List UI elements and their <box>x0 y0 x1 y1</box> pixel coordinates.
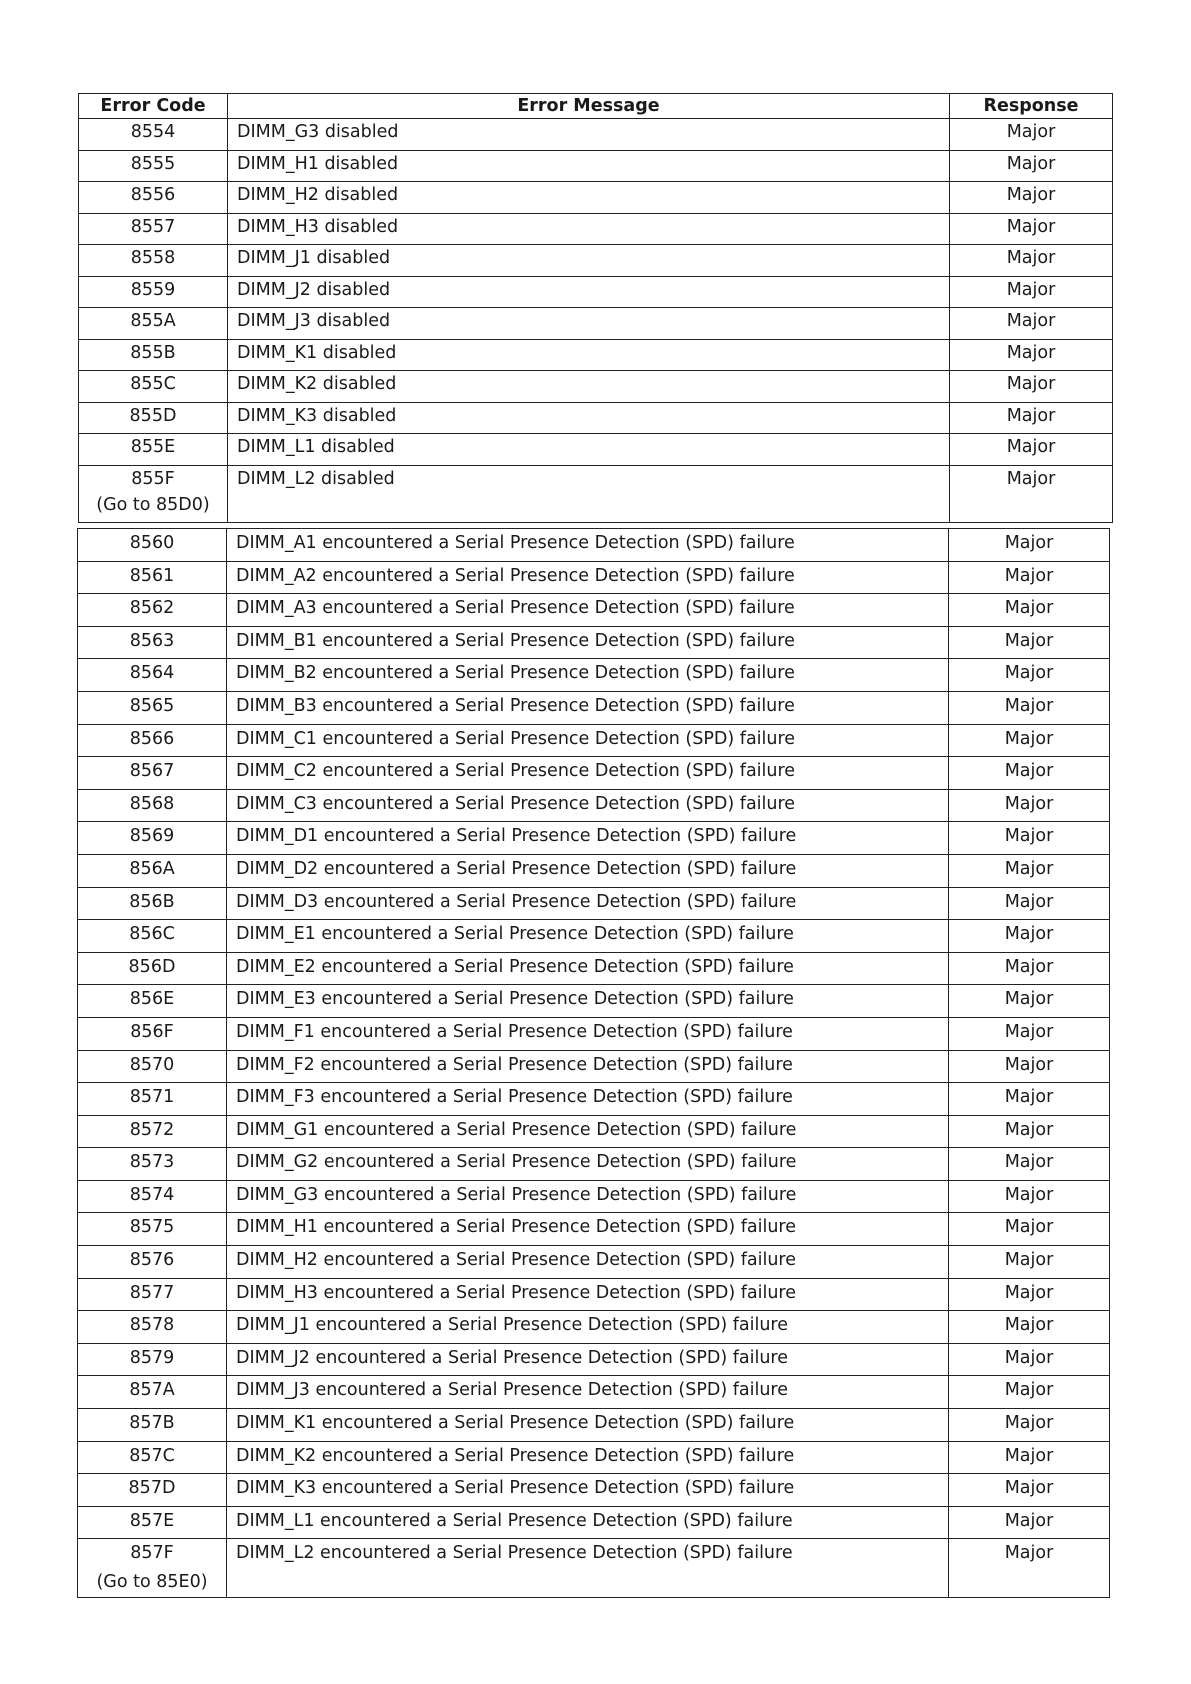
error-code: 856B <box>129 891 175 912</box>
error-code: 855E <box>130 437 176 457</box>
error-code-cell <box>79 339 228 371</box>
response: Major <box>949 887 1110 920</box>
table-row <box>78 1083 1110 1116</box>
error-message: DIMM_E2 encountered a Serial Presence Detection (SPD) failure <box>227 952 949 985</box>
error-message: DIMM_H3 disabled <box>228 213 950 245</box>
response: Major <box>949 757 1110 790</box>
error-code-cell <box>78 985 227 1018</box>
error-code: 857C <box>129 1445 175 1466</box>
error-message: DIMM_H1 encountered a Serial Presence Detection (SPD) failure <box>227 1213 949 1246</box>
table-row <box>79 371 1113 403</box>
table-row <box>78 1343 1110 1376</box>
error-code: 8556 <box>130 185 176 205</box>
error-code-cell <box>78 1246 227 1279</box>
error-code: 857E <box>129 1510 175 1531</box>
error-code: 857D <box>128 1478 176 1499</box>
error-message: DIMM_D1 encountered a Serial Presence Detection (SPD) failure <box>227 822 949 855</box>
table-row <box>79 308 1113 340</box>
error-code-cell <box>79 434 228 466</box>
response: Major <box>950 371 1113 403</box>
response: Major <box>950 150 1113 182</box>
error-code-cell <box>78 757 227 790</box>
table-row <box>78 529 1110 562</box>
table-row <box>78 1409 1110 1442</box>
error-code: 8570 <box>129 1054 175 1075</box>
error-code-cell <box>78 724 227 757</box>
response: Major <box>949 985 1110 1018</box>
table-row <box>78 1180 1110 1213</box>
table-row <box>78 594 1110 627</box>
error-code-cell <box>79 402 228 434</box>
error-code: 855F <box>131 468 175 489</box>
error-code-cell <box>78 1376 227 1409</box>
table-row <box>79 465 1113 522</box>
error-message: DIMM_L2 encountered a Serial Presence Detection (SPD) failure <box>227 1539 949 1598</box>
error-code: 8574 <box>129 1184 175 1205</box>
error-message: DIMM_C1 encountered a Serial Presence Detection (SPD) failure <box>227 724 949 757</box>
error-code-cell <box>78 1083 227 1116</box>
response: Major <box>949 1246 1110 1279</box>
error-code-cell <box>78 887 227 920</box>
error-code: 8565 <box>129 695 175 716</box>
error-code-cell <box>78 1050 227 1083</box>
error-code: 855B <box>130 342 176 363</box>
error-message: DIMM_L2 disabled <box>228 465 950 522</box>
error-message: DIMM_J3 disabled <box>228 308 950 340</box>
error-message: DIMM_J2 disabled <box>228 276 950 308</box>
response: Major <box>949 691 1110 724</box>
error-code-cell <box>79 276 228 308</box>
error-message: DIMM_L1 encountered a Serial Presence Detection (SPD) failure <box>227 1506 949 1539</box>
error-code-table-2 <box>77 528 1110 1598</box>
error-code: 8558 <box>130 248 176 268</box>
response: Major <box>949 920 1110 953</box>
table-row <box>79 402 1113 434</box>
table-row <box>78 626 1110 659</box>
table-row <box>78 854 1110 887</box>
table-row <box>78 1376 1110 1409</box>
error-message: DIMM_K3 disabled <box>228 402 950 434</box>
error-message: DIMM_H1 disabled <box>228 150 950 182</box>
header-error-code: Error Code <box>79 94 228 119</box>
table-row <box>79 245 1113 277</box>
table-header-row <box>79 94 1113 119</box>
error-code-cell <box>78 1148 227 1181</box>
table-row <box>78 822 1110 855</box>
response: Major <box>950 308 1113 340</box>
error-message: DIMM_D3 encountered a Serial Presence Detection (SPD) failure <box>227 887 949 920</box>
error-code: 8555 <box>130 153 176 174</box>
response: Major <box>949 952 1110 985</box>
error-code-cell <box>78 561 227 594</box>
table-row <box>78 757 1110 790</box>
error-code: 8567 <box>129 761 175 782</box>
error-code-table-1 <box>78 93 1113 523</box>
error-code: 855D <box>129 405 177 426</box>
error-code: 8559 <box>130 279 176 300</box>
error-code-cell <box>79 150 228 182</box>
error-code-cell <box>78 1343 227 1376</box>
response: Major <box>950 182 1113 214</box>
error-message: DIMM_J2 encountered a Serial Presence Detection (SPD) failure <box>227 1343 949 1376</box>
error-code-cell <box>78 952 227 985</box>
error-message: DIMM_B2 encountered a Serial Presence Detection (SPD) failure <box>227 659 949 692</box>
table-row <box>78 1539 1110 1598</box>
error-code: 856D <box>128 956 176 977</box>
response: Major <box>950 276 1113 308</box>
error-code: 8557 <box>130 216 176 237</box>
response: Major <box>949 1148 1110 1181</box>
error-code: 8577 <box>129 1282 175 1303</box>
error-message: DIMM_G1 encountered a Serial Presence Detection (SPD) failure <box>227 1115 949 1148</box>
error-code: 857A <box>129 1380 175 1401</box>
error-message: DIMM_K1 encountered a Serial Presence Detection (SPD) failure <box>227 1409 949 1442</box>
error-code-cell <box>79 308 228 340</box>
response: Major <box>950 339 1113 371</box>
response: Major <box>949 1017 1110 1050</box>
header-response: Response <box>950 94 1113 119</box>
response: Major <box>949 724 1110 757</box>
error-message: DIMM_A2 encountered a Serial Presence Detection (SPD) failure <box>227 561 949 594</box>
response: Major <box>949 1115 1110 1148</box>
table-row <box>78 1474 1110 1507</box>
error-code: 8571 <box>129 1087 175 1108</box>
response: Major <box>949 594 1110 627</box>
response: Major <box>949 626 1110 659</box>
response: Major <box>949 1083 1110 1116</box>
error-code: 8573 <box>129 1152 175 1173</box>
error-code: 8566 <box>129 728 175 749</box>
table-row <box>78 1278 1110 1311</box>
error-message: DIMM_F1 encountered a Serial Presence Detection (SPD) failure <box>227 1017 949 1050</box>
error-code: 8576 <box>129 1250 175 1271</box>
error-code-cell <box>78 594 227 627</box>
error-code: 855A <box>130 311 176 331</box>
response: Major <box>949 854 1110 887</box>
response: Major <box>950 434 1113 466</box>
error-message: DIMM_J1 encountered a Serial Presence Detection (SPD) failure <box>227 1311 949 1344</box>
table-row <box>78 1441 1110 1474</box>
error-code: 8569 <box>129 826 175 847</box>
table-2-body <box>78 529 1110 1598</box>
response: Major <box>949 1474 1110 1507</box>
response: Major <box>949 822 1110 855</box>
response: Major <box>949 1376 1110 1409</box>
response: Major <box>949 561 1110 594</box>
error-code: 8560 <box>129 533 175 553</box>
error-message: DIMM_K2 encountered a Serial Presence Detection (SPD) failure <box>227 1441 949 1474</box>
response: Major <box>949 529 1110 562</box>
response: Major <box>949 1311 1110 1344</box>
error-code-cell <box>78 691 227 724</box>
error-code: 857B <box>129 1413 175 1434</box>
error-code-cell <box>78 529 227 562</box>
error-code-cell <box>78 659 227 692</box>
table-row <box>78 1246 1110 1279</box>
error-message: DIMM_C2 encountered a Serial Presence Detection (SPD) failure <box>227 757 949 790</box>
error-code: 856A <box>129 858 175 879</box>
error-code-cell <box>78 822 227 855</box>
response: Major <box>949 1441 1110 1474</box>
table-row <box>78 789 1110 822</box>
error-message: DIMM_B1 encountered a Serial Presence Detection (SPD) failure <box>227 626 949 659</box>
error-code-cell <box>78 1180 227 1213</box>
response: Major <box>950 119 1113 151</box>
error-code: 8572 <box>129 1119 175 1140</box>
error-code: 8554 <box>130 122 176 142</box>
error-code-note: (Go to 85E0) <box>96 1572 208 1593</box>
error-message: DIMM_D2 encountered a Serial Presence Detection (SPD) failure <box>227 854 949 887</box>
error-code-cell <box>79 213 228 245</box>
response: Major <box>949 1343 1110 1376</box>
error-code: 855C <box>130 374 176 394</box>
error-code: 8579 <box>129 1347 175 1368</box>
error-message: DIMM_J1 disabled <box>228 245 950 277</box>
table-row <box>79 119 1113 151</box>
response: Major <box>949 1506 1110 1539</box>
response: Major <box>949 1050 1110 1083</box>
error-message: DIMM_K1 disabled <box>228 339 950 371</box>
error-message: DIMM_K3 encountered a Serial Presence Detection (SPD) failure <box>227 1474 949 1507</box>
response: Major <box>949 1409 1110 1442</box>
table-row <box>79 339 1113 371</box>
table-row <box>78 1050 1110 1083</box>
error-code: 856E <box>129 989 175 1010</box>
error-code: 8563 <box>129 630 175 651</box>
table-row <box>78 1148 1110 1181</box>
response: Major <box>950 465 1113 522</box>
error-message: DIMM_B3 encountered a Serial Presence Detection (SPD) failure <box>227 691 949 724</box>
error-code-cell <box>78 1017 227 1050</box>
error-code-cell <box>78 1409 227 1442</box>
error-code-cell <box>78 1539 227 1598</box>
table-row <box>78 1213 1110 1246</box>
error-code-cell <box>79 371 228 403</box>
error-code: 8575 <box>129 1217 175 1238</box>
table-row <box>78 691 1110 724</box>
error-message: DIMM_L1 disabled <box>228 434 950 466</box>
error-code-cell <box>78 854 227 887</box>
table-row <box>78 1311 1110 1344</box>
error-message: DIMM_G3 disabled <box>228 119 950 151</box>
response: Major <box>949 1278 1110 1311</box>
error-code-note: (Go to 85D0) <box>96 494 210 515</box>
error-message: DIMM_H2 disabled <box>228 182 950 214</box>
error-message: DIMM_E1 encountered a Serial Presence Detection (SPD) failure <box>227 920 949 953</box>
error-message: DIMM_H3 encountered a Serial Presence Detection (SPD) failure <box>227 1278 949 1311</box>
response: Major <box>949 1180 1110 1213</box>
error-code-cell <box>79 245 228 277</box>
table-row <box>78 724 1110 757</box>
error-message: DIMM_F2 encountered a Serial Presence Detection (SPD) failure <box>227 1050 949 1083</box>
error-message: DIMM_J3 encountered a Serial Presence Detection (SPD) failure <box>227 1376 949 1409</box>
error-message: DIMM_G2 encountered a Serial Presence Detection (SPD) failure <box>227 1148 949 1181</box>
table-row <box>78 952 1110 985</box>
error-code-cell <box>78 789 227 822</box>
table-row <box>78 561 1110 594</box>
response: Major <box>949 1213 1110 1246</box>
response: Major <box>950 245 1113 277</box>
error-message: DIMM_A1 encountered a Serial Presence Detection (SPD) failure <box>227 529 949 562</box>
table-row <box>79 150 1113 182</box>
table-row <box>79 182 1113 214</box>
error-message: DIMM_F3 encountered a Serial Presence Detection (SPD) failure <box>227 1083 949 1116</box>
error-message: DIMM_C3 encountered a Serial Presence Detection (SPD) failure <box>227 789 949 822</box>
error-code-cell <box>78 1311 227 1344</box>
error-code: 856C <box>129 924 175 945</box>
table-row <box>79 434 1113 466</box>
table-row <box>78 920 1110 953</box>
error-message: DIMM_H2 encountered a Serial Presence Detection (SPD) failure <box>227 1246 949 1279</box>
error-code-cell <box>78 1441 227 1474</box>
table-row <box>78 659 1110 692</box>
table-row <box>78 985 1110 1018</box>
table-row <box>79 213 1113 245</box>
response: Major <box>949 659 1110 692</box>
table-row <box>78 1017 1110 1050</box>
error-code-cell <box>78 1474 227 1507</box>
table-row <box>78 1506 1110 1539</box>
response: Major <box>950 213 1113 245</box>
error-code-cell <box>79 182 228 214</box>
error-message: DIMM_G3 encountered a Serial Presence Detection (SPD) failure <box>227 1180 949 1213</box>
error-code-cell <box>78 1213 227 1246</box>
error-code-cell <box>78 920 227 953</box>
response: Major <box>949 789 1110 822</box>
error-code: 857F <box>130 1543 174 1564</box>
error-code-cell <box>78 626 227 659</box>
error-code-cell <box>79 465 228 522</box>
table-row <box>78 1115 1110 1148</box>
error-code: 8562 <box>129 598 175 619</box>
error-code: 8564 <box>129 663 175 684</box>
response: Major <box>950 402 1113 434</box>
response: Major <box>949 1539 1110 1598</box>
error-code: 856F <box>130 1021 174 1042</box>
error-code-cell <box>78 1278 227 1311</box>
error-message: DIMM_K2 disabled <box>228 371 950 403</box>
table-row <box>78 887 1110 920</box>
error-code-cell <box>78 1115 227 1148</box>
error-message: DIMM_A3 encountered a Serial Presence Detection (SPD) failure <box>227 594 949 627</box>
error-code: 8568 <box>129 793 175 814</box>
error-code: 8578 <box>129 1315 175 1336</box>
error-code: 8561 <box>129 565 175 586</box>
header-error-message: Error Message <box>228 94 950 119</box>
error-code-cell <box>79 119 228 151</box>
table-row <box>79 276 1113 308</box>
error-message: DIMM_E3 encountered a Serial Presence Detection (SPD) failure <box>227 985 949 1018</box>
error-code-cell <box>78 1506 227 1539</box>
table-1-body <box>79 119 1113 523</box>
